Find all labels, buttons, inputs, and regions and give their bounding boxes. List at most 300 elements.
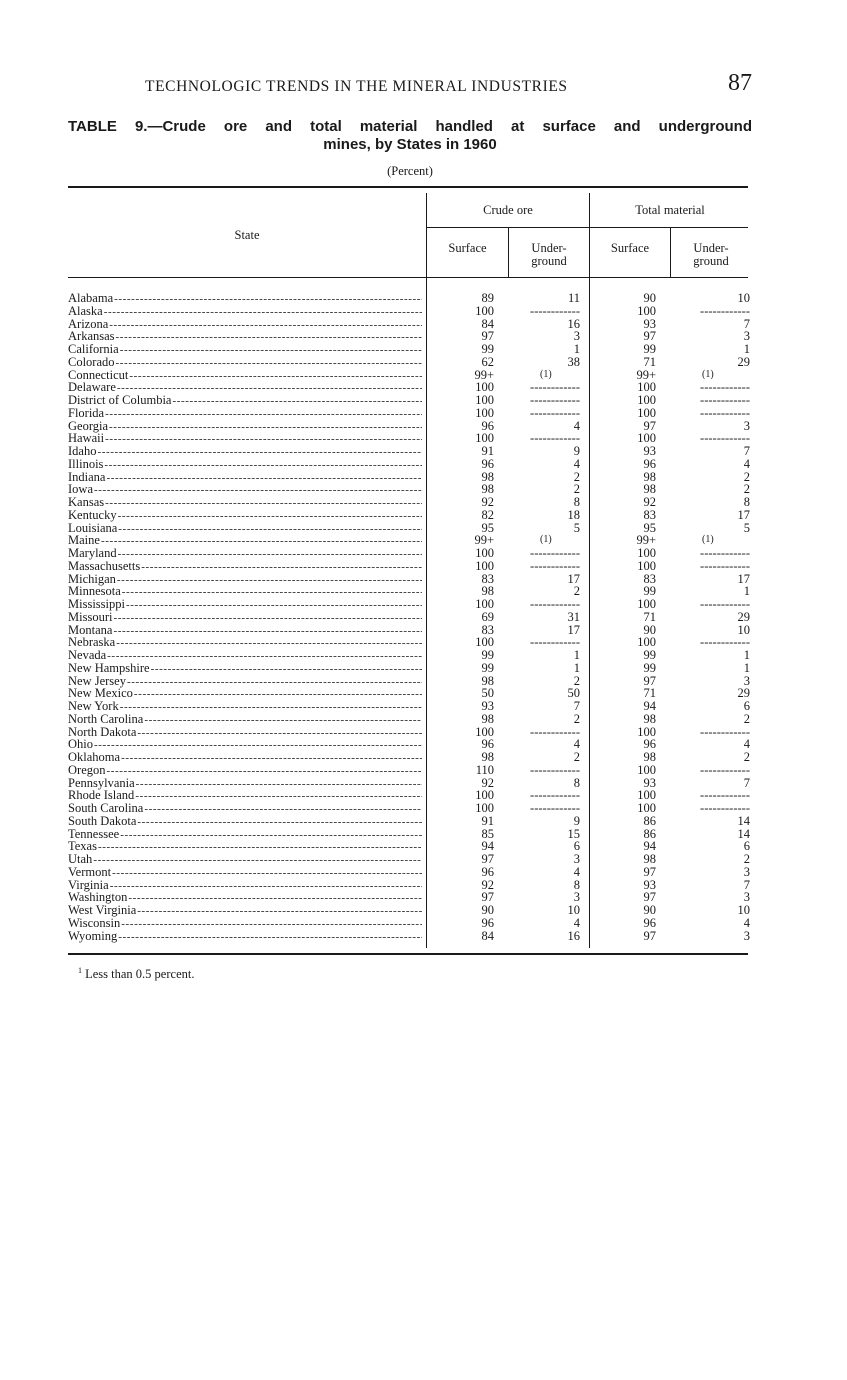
total-surface-cell: 99+	[636, 533, 656, 548]
state-name-cell: Kansas -----	[68, 496, 422, 510]
crude-surface-cell: 83	[481, 571, 494, 586]
crude-surface-cell: 84	[481, 316, 494, 331]
total-underground-cell: ------------	[700, 597, 750, 611]
total-underground-cell: 2	[743, 482, 750, 497]
header-total-underground: Under- ground	[693, 241, 729, 268]
state-name-cell: New Mexico -----	[68, 687, 422, 701]
table-row	[68, 356, 748, 369]
total-underground-cell: ------------	[700, 635, 750, 650]
total-surface-cell: 100	[637, 724, 656, 739]
total-surface-cell: 100	[637, 597, 656, 611]
table-row	[68, 292, 748, 305]
state-name-cell: California -----	[68, 343, 422, 357]
total-surface-cell: 99	[643, 660, 656, 675]
running-title: TECHNOLOGIC TRENDS IN THE MINERAL INDUSTRIES	[145, 78, 568, 95]
total-underground-cell: ------------	[700, 380, 750, 395]
crude-underground-cell: 10	[567, 903, 580, 917]
state-name-cell: West Virginia -----	[68, 904, 422, 918]
total-surface-cell: 100	[637, 635, 656, 650]
crude-surface-cell: 99	[481, 660, 494, 675]
crude-surface-cell: 92	[481, 495, 494, 509]
state-name-cell: Texas -----	[68, 840, 422, 854]
total-surface-cell: 97	[643, 418, 656, 433]
state-name-cell: Washington -----	[68, 891, 422, 905]
total-underground-cell: 6	[743, 839, 750, 854]
crude-surface-cell: 99	[481, 342, 494, 356]
total-surface-cell: 100	[637, 303, 656, 318]
table-row	[68, 560, 748, 573]
total-underground-cell: 1	[743, 660, 750, 675]
total-underground-cell: 3	[743, 890, 750, 905]
state-name-cell: Florida -----	[68, 407, 422, 421]
state-name-cell: Delaware -----	[68, 381, 422, 395]
crude-underground-cell: 1	[573, 342, 580, 356]
state-name-cell: Arizona -----	[68, 318, 422, 332]
table-row	[68, 547, 748, 560]
crude-surface-cell: 97	[481, 890, 494, 905]
total-surface-cell: 83	[643, 571, 656, 586]
total-surface-cell: 98	[643, 711, 656, 726]
crude-surface-cell: 99	[481, 648, 494, 662]
total-surface-cell: 94	[643, 839, 656, 854]
total-surface-cell: 83	[643, 507, 656, 522]
total-surface-cell: 99	[643, 584, 656, 599]
crude-underground-cell: 18	[567, 507, 580, 522]
crude-underground-cell: 4	[573, 737, 580, 752]
state-name-cell: Montana -----	[68, 624, 422, 638]
table-row	[68, 343, 748, 356]
crude-surface-cell: 62	[481, 354, 494, 369]
table-row	[68, 445, 748, 458]
state-name-cell: Wyoming -----	[68, 930, 422, 944]
state-name-cell: Tennessee -----	[68, 828, 422, 842]
total-surface-cell: 96	[643, 456, 656, 471]
crude-underground-cell: 2	[573, 673, 580, 688]
crude-underground-cell: 31	[567, 609, 580, 624]
state-name-cell: Maine -----	[68, 534, 422, 548]
table-body	[68, 292, 748, 942]
crude-surface-cell: 100	[475, 558, 494, 573]
table-row	[68, 700, 748, 713]
table-row	[68, 458, 748, 471]
state-name-cell: Oregon -----	[68, 764, 422, 778]
total-underground-cell: 10	[737, 622, 750, 637]
crude-underground-cell: 3	[573, 329, 580, 344]
crude-surface-cell: 97	[481, 852, 494, 866]
total-surface-cell: 71	[643, 686, 656, 701]
crude-surface-cell: 82	[481, 507, 494, 522]
table-row	[68, 496, 748, 509]
crude-underground-cell: 4	[573, 864, 580, 879]
footnote-text: Less than 0.5 percent.	[85, 967, 195, 982]
total-underground-cell: ------------	[700, 431, 750, 446]
table-row	[68, 764, 748, 777]
total-underground-cell: 17	[737, 571, 750, 586]
state-name-cell: Nebraska -----	[68, 636, 422, 650]
total-surface-cell: 100	[637, 431, 656, 446]
total-underground-cell: ------------	[700, 801, 750, 815]
crude-underground-cell: 8	[573, 495, 580, 509]
crude-underground-cell: 2	[573, 482, 580, 497]
crude-surface-cell: 100	[475, 724, 494, 739]
crude-surface-cell: 96	[481, 915, 494, 930]
crude-surface-cell: 90	[481, 903, 494, 917]
crude-underground-cell: 2	[573, 750, 580, 764]
crude-surface-cell: 98	[481, 673, 494, 688]
total-underground-cell: 6	[743, 699, 750, 713]
total-underground-cell: 1	[743, 648, 750, 662]
table-row	[68, 917, 748, 930]
total-underground-cell: 2	[743, 711, 750, 726]
total-underground-cell: 29	[737, 609, 750, 624]
state-name-cell: Rhode Island -----	[68, 789, 422, 803]
total-underground-cell: ------------	[700, 393, 750, 407]
state-name-cell: Ohio -----	[68, 738, 422, 752]
crude-surface-cell: 96	[481, 456, 494, 471]
total-surface-cell: 95	[643, 520, 656, 535]
total-surface-cell: 98	[643, 469, 656, 484]
crude-underground-cell: ------------	[530, 558, 580, 573]
table-row	[68, 662, 748, 675]
total-underground-cell: (1)	[702, 534, 714, 546]
total-underground-cell: 14	[737, 813, 750, 828]
crude-underground-cell: 9	[573, 813, 580, 828]
crude-surface-cell: 100	[475, 380, 494, 395]
crude-surface-cell: 100	[475, 303, 494, 318]
total-underground-cell: 7	[743, 775, 750, 790]
total-surface-cell: 100	[637, 393, 656, 407]
crude-underground-cell: 50	[567, 686, 580, 701]
total-surface-cell: 90	[643, 903, 656, 917]
total-underground-cell: 4	[743, 737, 750, 752]
state-name-cell: Vermont -----	[68, 866, 422, 880]
crude-surface-cell: 89	[481, 291, 494, 305]
total-underground-cell: 10	[737, 291, 750, 305]
table-row	[68, 394, 748, 407]
state-name-cell: Nevada -----	[68, 649, 422, 663]
total-surface-cell: 97	[643, 329, 656, 344]
crude-surface-cell: 98	[481, 469, 494, 484]
state-name-cell: Connecticut -----	[68, 369, 422, 383]
crude-surface-cell: 100	[475, 393, 494, 407]
crude-surface-cell: 98	[481, 584, 494, 599]
crude-surface-cell: 50	[481, 686, 494, 701]
total-surface-cell: 93	[643, 316, 656, 331]
crude-underground-cell: 2	[573, 584, 580, 599]
state-name-cell: Massachusetts -----	[68, 560, 422, 574]
crude-surface-cell: 96	[481, 864, 494, 879]
state-name-cell: Arkansas -----	[68, 330, 422, 344]
total-surface-cell: 98	[643, 852, 656, 866]
crude-surface-cell: 100	[475, 788, 494, 803]
total-surface-cell: 97	[643, 890, 656, 905]
crude-surface-cell: 100	[475, 405, 494, 420]
total-underground-cell: 17	[737, 507, 750, 522]
running-header	[68, 70, 752, 98]
state-name-cell: Maryland -----	[68, 547, 422, 561]
crude-underground-cell: 3	[573, 852, 580, 866]
header-total-material: Total material	[635, 203, 705, 217]
total-surface-cell: 86	[643, 813, 656, 828]
total-surface-cell: 86	[643, 826, 656, 841]
total-surface-cell: 92	[643, 495, 656, 509]
crude-underground-cell: (1)	[540, 368, 552, 380]
crude-underground-cell: 15	[567, 826, 580, 841]
state-name-cell: Georgia -----	[68, 420, 422, 434]
total-surface-cell: 97	[643, 673, 656, 688]
state-name-cell: Idaho -----	[68, 445, 422, 459]
total-surface-cell: 94	[643, 699, 656, 713]
crude-underground-cell: 11	[567, 291, 580, 305]
crude-underground-cell: 17	[567, 571, 580, 586]
crude-surface-cell: 99+	[474, 533, 494, 548]
total-underground-cell: 29	[737, 354, 750, 369]
state-name-cell: Oklahoma -----	[68, 751, 422, 765]
crude-underground-cell: ------------	[530, 393, 580, 407]
total-surface-cell: 100	[637, 801, 656, 815]
state-name-cell: Minnesota -----	[68, 585, 422, 599]
state-name-cell: New Hampshire -----	[68, 662, 422, 676]
table-row	[68, 802, 748, 815]
total-surface-cell: 97	[643, 928, 656, 943]
total-surface-cell: 96	[643, 915, 656, 930]
state-name-cell: District of Columbia -----	[68, 394, 422, 408]
table-row	[68, 649, 748, 662]
table-row	[68, 713, 748, 726]
table-row	[68, 407, 748, 420]
header-crude-surface: Surface	[448, 241, 487, 255]
total-underground-cell: 3	[743, 928, 750, 943]
total-surface-cell: 93	[643, 775, 656, 790]
crude-surface-cell: 98	[481, 711, 494, 726]
total-underground-cell: ------------	[700, 724, 750, 739]
state-name-cell: Colorado -----	[68, 356, 422, 370]
footnote-marker: 1	[78, 966, 82, 975]
header-state: State	[234, 228, 260, 242]
total-surface-cell: 97	[643, 864, 656, 879]
crude-surface-cell: 98	[481, 482, 494, 497]
table-caption	[68, 118, 752, 154]
table-row	[68, 853, 748, 866]
crude-surface-cell: 100	[475, 597, 494, 611]
crude-surface-cell: 100	[475, 801, 494, 815]
crude-underground-cell: 16	[567, 928, 580, 943]
table-row	[68, 930, 748, 943]
crude-underground-cell: ------------	[530, 801, 580, 815]
crude-underground-cell: ------------	[530, 431, 580, 446]
total-surface-cell: 93	[643, 444, 656, 458]
crude-underground-cell: 2	[573, 711, 580, 726]
total-underground-cell: ------------	[700, 405, 750, 420]
table-row	[68, 904, 748, 917]
total-underground-cell: 10	[737, 903, 750, 917]
crude-underground-cell: ------------	[530, 762, 580, 777]
crude-surface-cell: 93	[481, 699, 494, 713]
state-name-cell: South Dakota -----	[68, 815, 422, 829]
total-underground-cell: ------------	[700, 762, 750, 777]
total-underground-cell: 7	[743, 316, 750, 331]
table-row	[68, 815, 748, 828]
total-underground-cell: ------------	[700, 303, 750, 318]
state-name-cell: Alabama -----	[68, 292, 422, 306]
state-name-cell: Illinois -----	[68, 458, 422, 472]
crude-underground-cell: ------------	[530, 546, 580, 560]
crude-underground-cell: 17	[567, 622, 580, 637]
crude-underground-cell: ------------	[530, 597, 580, 611]
total-surface-cell: 90	[643, 291, 656, 305]
total-underground-cell: ------------	[700, 788, 750, 803]
crude-underground-cell: 1	[573, 660, 580, 675]
total-surface-cell: 71	[643, 609, 656, 624]
spanner-rule	[426, 227, 748, 228]
state-name-cell: Kentucky -----	[68, 509, 422, 523]
crude-surface-cell: 97	[481, 329, 494, 344]
total-surface-cell: 90	[643, 622, 656, 637]
table-bottom-rule	[68, 953, 748, 955]
total-underground-cell: ------------	[700, 546, 750, 560]
crude-underground-cell: 7	[573, 699, 580, 713]
crude-underground-cell: 3	[573, 890, 580, 905]
state-name-cell: North Carolina -----	[68, 713, 422, 727]
total-underground-cell: 7	[743, 877, 750, 892]
total-surface-cell: 98	[643, 750, 656, 764]
state-name-cell: Louisiana -----	[68, 522, 422, 536]
state-name-cell: North Dakota -----	[68, 726, 422, 740]
total-surface-cell: 99	[643, 648, 656, 662]
total-underground-cell: 29	[737, 686, 750, 701]
crude-surface-cell: 84	[481, 928, 494, 943]
crude-underground-cell: ------------	[530, 788, 580, 803]
crude-underground-cell: ------------	[530, 303, 580, 318]
state-name-cell: Virginia -----	[68, 879, 422, 893]
state-name-cell: Michigan -----	[68, 573, 422, 587]
crude-surface-cell: 98	[481, 750, 494, 764]
total-underground-cell: 3	[743, 864, 750, 879]
crude-surface-cell: 69	[481, 609, 494, 624]
crude-surface-cell: 100	[475, 431, 494, 446]
total-underground-cell: 3	[743, 329, 750, 344]
total-underground-cell: 3	[743, 673, 750, 688]
state-name-cell: Utah -----	[68, 853, 422, 867]
crude-surface-cell: 95	[481, 520, 494, 535]
total-surface-cell: 71	[643, 354, 656, 369]
crude-surface-cell: 100	[475, 546, 494, 560]
crude-underground-cell: ------------	[530, 635, 580, 650]
total-surface-cell: 100	[637, 558, 656, 573]
table-row	[68, 305, 748, 318]
header-crude-underground: Under- ground	[531, 241, 567, 268]
crude-surface-cell: 110	[475, 762, 494, 777]
total-underground-cell: 2	[743, 469, 750, 484]
crude-underground-cell: (1)	[540, 534, 552, 546]
total-underground-cell: 5	[743, 520, 750, 535]
total-underground-cell: 3	[743, 418, 750, 433]
table-row	[68, 598, 748, 611]
total-surface-cell: 96	[643, 737, 656, 752]
total-underground-cell: ------------	[700, 558, 750, 573]
state-name-cell: New Jersey -----	[68, 675, 422, 689]
state-name-cell: Missouri -----	[68, 611, 422, 625]
state-name-cell: Iowa -----	[68, 483, 422, 497]
total-surface-cell: 99	[643, 342, 656, 356]
table-unit: (Percent)	[387, 164, 433, 178]
crude-surface-cell: 85	[481, 826, 494, 841]
total-surface-cell: 98	[643, 482, 656, 497]
state-name-cell: Alaska -----	[68, 305, 422, 319]
total-surface-cell: 100	[637, 788, 656, 803]
crude-underground-cell: 38	[567, 354, 580, 369]
footnote	[78, 966, 194, 982]
state-name-cell: Indiana -----	[68, 471, 422, 485]
total-underground-cell: 14	[737, 826, 750, 841]
crude-underground-cell: ------------	[530, 405, 580, 420]
total-underground-cell: 2	[743, 750, 750, 764]
crude-underground-cell: 6	[573, 839, 580, 854]
table-row	[68, 751, 748, 764]
crude-underground-cell: 8	[573, 877, 580, 892]
crude-surface-cell: 96	[481, 737, 494, 752]
table-top-rule	[68, 186, 748, 188]
crude-surface-cell: 91	[481, 813, 494, 828]
page-number: 87	[728, 70, 752, 96]
state-name-cell: New York -----	[68, 700, 422, 714]
total-underground-cell: 4	[743, 915, 750, 930]
table-row	[68, 509, 748, 522]
crude-surface-cell: 96	[481, 418, 494, 433]
crude-underground-cell: 4	[573, 915, 580, 930]
total-surface-cell: 100	[637, 546, 656, 560]
header-crude-ore: Crude ore	[483, 203, 533, 217]
table-caption-line1: TABLE 9.—Crude ore and total material handled at surface and underground	[68, 118, 752, 135]
crude-surface-cell: 99+	[474, 367, 494, 382]
crude-surface-cell: 94	[481, 839, 494, 854]
header-total-surface: Surface	[610, 241, 650, 255]
crude-surface-cell: 92	[481, 775, 494, 790]
state-name-cell: Mississippi -----	[68, 598, 422, 612]
crude-surface-cell: 92	[481, 877, 494, 892]
total-underground-cell: 2	[743, 852, 750, 866]
state-name-cell: Pennsylvania -----	[68, 777, 422, 791]
crude-underground-cell: ------------	[530, 724, 580, 739]
state-name-cell: South Carolina -----	[68, 802, 422, 816]
total-surface-cell: 93	[643, 877, 656, 892]
total-surface-cell: 100	[637, 405, 656, 420]
table-row	[68, 611, 748, 624]
crude-underground-cell: 5	[573, 520, 580, 535]
crude-underground-cell: ------------	[530, 380, 580, 395]
total-surface-cell: 100	[637, 380, 656, 395]
state-name-cell: Hawaii -----	[68, 432, 422, 446]
crude-underground-cell: 2	[573, 469, 580, 484]
crude-underground-cell: 9	[573, 444, 580, 458]
total-underground-cell: 8	[743, 495, 750, 509]
table-caption-line2: mines, by States in 1960	[323, 136, 497, 153]
state-name-cell: Wisconsin -----	[68, 917, 422, 931]
total-underground-cell: (1)	[702, 368, 714, 380]
crude-underground-cell: 4	[573, 456, 580, 471]
table-row	[68, 866, 748, 879]
crude-underground-cell: 4	[573, 418, 580, 433]
total-underground-cell: 1	[743, 342, 750, 356]
table-header-rule	[68, 277, 748, 278]
crude-underground-cell: 8	[573, 775, 580, 790]
total-underground-cell: 4	[743, 456, 750, 471]
crude-surface-cell: 100	[475, 635, 494, 650]
crude-underground-cell: 1	[573, 648, 580, 662]
total-surface-cell: 99+	[636, 367, 656, 382]
crude-underground-cell: 16	[567, 316, 580, 331]
total-surface-cell: 100	[637, 762, 656, 777]
